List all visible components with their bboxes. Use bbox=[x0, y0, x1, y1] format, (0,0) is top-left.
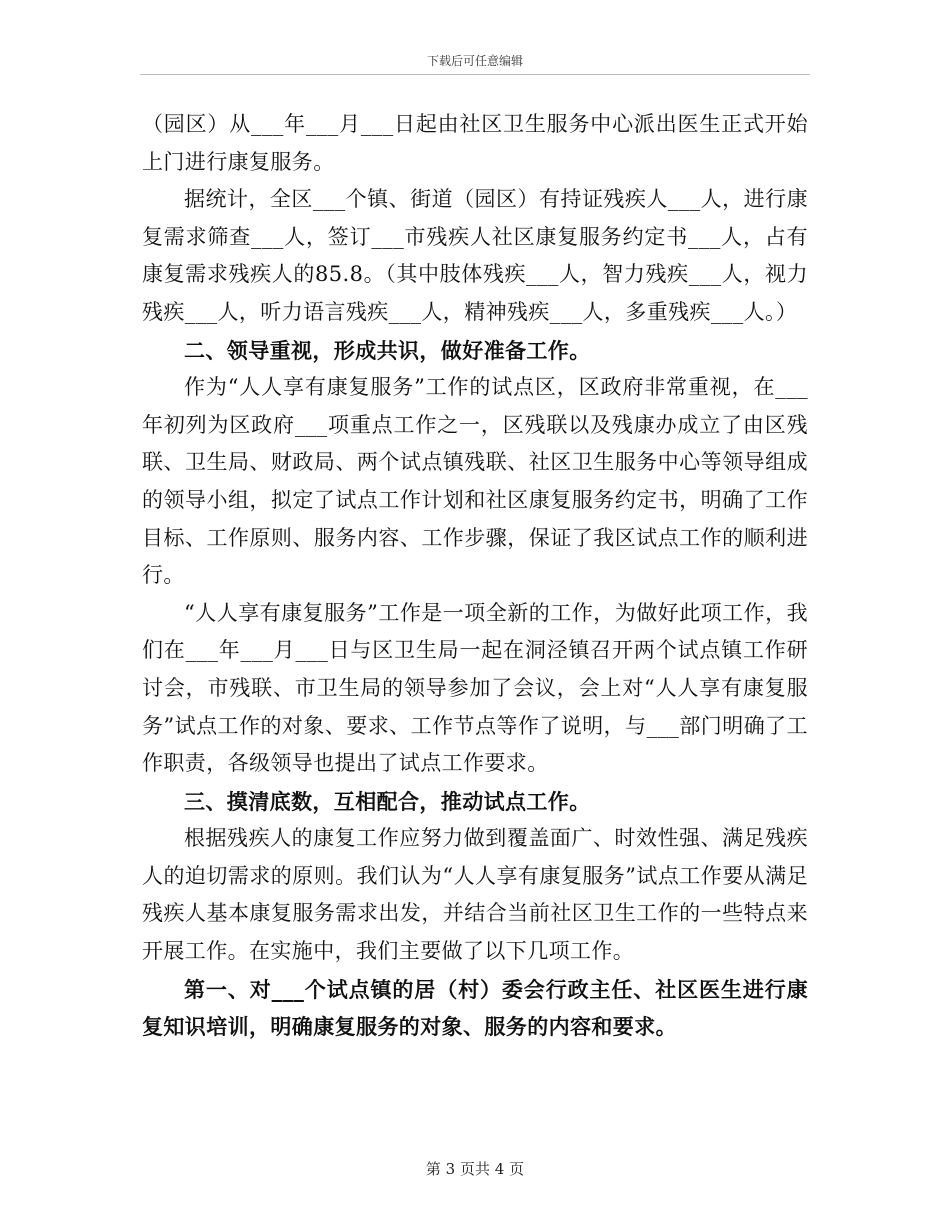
paragraph-continuation: （园区）从___年___月___日起由社区卫生服务中心派出医生正式开始上门进行康复服务。 bbox=[142, 112, 808, 174]
paragraph-training: 第一、对___个试点镇的居（村）委会行政主任、社区医生进行康复知识培训，明确康复服务的对象、服务的内容和要求。 bbox=[142, 976, 808, 1040]
paragraph-principles: 根据残疾人的康复工作应努力做到覆盖面广、时效性强、满足残疾人的迫切需求的原则。我们认为“人人享有康复服务”试点工作要从满足残疾人基本康复服务需求出发，并结合当前社区卫生工作的一些特点来开展工作。在实施中，我们主要做了以下几项工作。 bbox=[142, 826, 808, 964]
page-header: 下载后可任意编辑 bbox=[426, 54, 523, 68]
section-heading-3: 三、摸清底数，互相配合，推动试点工作。 bbox=[184, 788, 591, 814]
paragraph-seminar: “人人享有康复服务”工作是一项全新的工作，为做好此项工作，我们在___年___月___日与区卫生局一起在洞泾镇召开两个试点镇工作研讨会，市残联、市卫生局的领导参加了会议，会上对“人人享有康复服务”试点工作的对象、要求、工作节点等作了说明，与___部门明确了工作职责，各级领导也提出了试点工作要求。 bbox=[142, 600, 808, 776]
section-heading-2: 二、领导重视，形成共识，做好准备工作。 bbox=[184, 337, 591, 363]
document-body bbox=[142, 106, 808, 1046]
paragraph-leadership: 作为“人人享有康复服务”工作的试点区，区政府非常重视，在___年初列为区政府___项重点工作之一，区残联以及残康办成立了由区残联、卫生局、财政局、两个试点镇残联、社区卫生服务中心等领导组成的领导小组，拟定了试点工作计划和社区康复服务约定书，明确了工作目标、工作原则、服务内容、工作步骤，保证了我区试点工作的顺利进行。 bbox=[142, 375, 808, 588]
paragraph-statistics: 据统计，全区___个镇、街道（园区）有持证残疾人___人，进行康复需求筛查___人，签订___市残疾人社区康复服务约定书___人，占有康复需求残疾人的85.8。（其中肢体残疾___人，智力残疾___人，视力残疾___人，听力语言残疾___人，精神残疾___人，多重残疾___人。） bbox=[142, 187, 808, 324]
header-divider bbox=[140, 74, 810, 75]
page-footer: 第 3 页共 4 页 bbox=[425, 1160, 525, 1178]
